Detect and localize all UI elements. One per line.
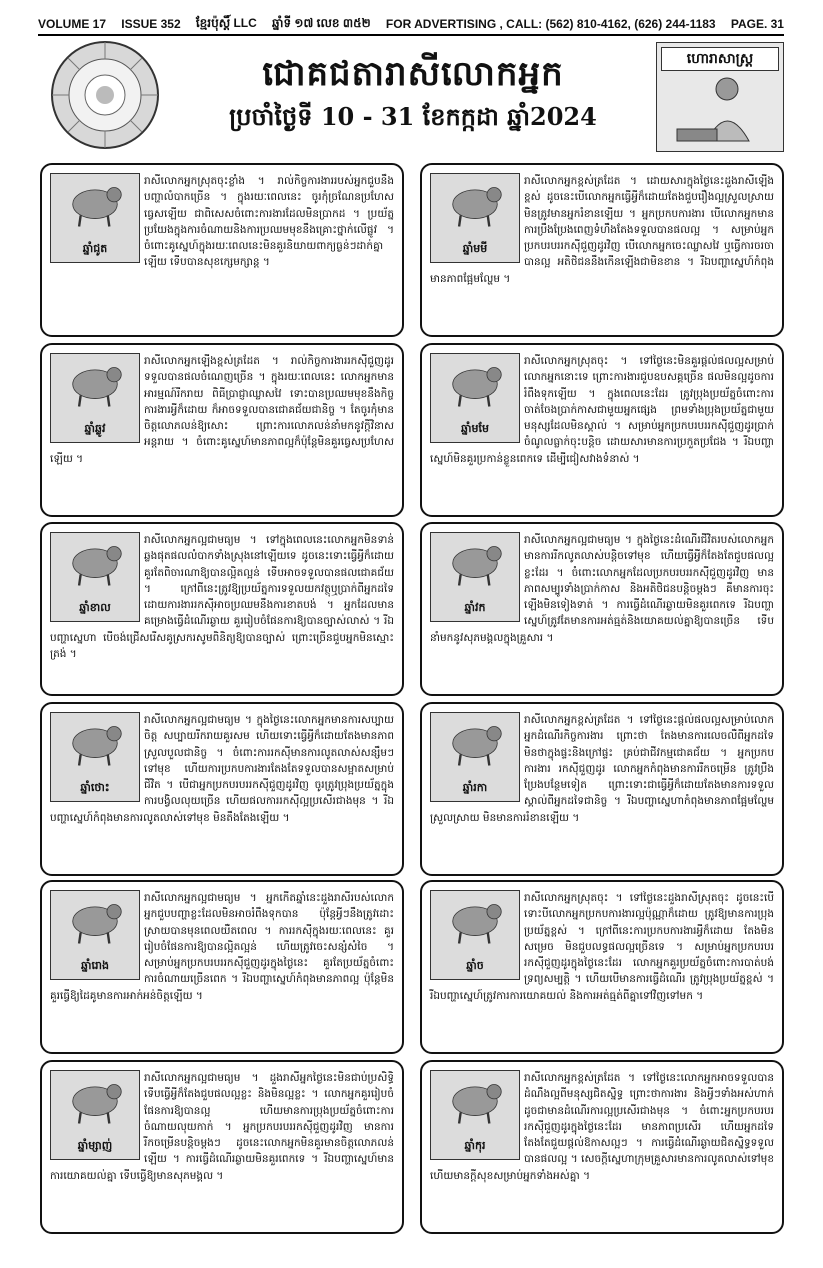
year-issue: ឆ្នាំទី ១៧ លេខ ៣៥២ <box>272 16 371 30</box>
zodiac-year-label: ឆ្នាំម្សាញ់ <box>77 1139 113 1152</box>
issue: ISSUE 352 <box>121 17 181 31</box>
horoscope-text: រាសីលោកអ្នកខ្ពស់ត្រដែត ។ ដោយសារក្នុងថ្ងៃនេះដួងរាសីឡើងខ្ពស់ ដូចនេះបើលោកអ្នកធ្វើអ្វីក៏ដោយតែងជួបរឿងល្អស្រួលស្រាយ មិនត្រូវមានអ្នករំខានឡើយ ។ អ្នកប្រកបការងារ បើលោកអ្នកមានការប្រឹងប្រែងពេញទំហឹងតែងទទួលបានផលល្អ ។ សម្រាប់អ្នកប្រកបរបររកស៊ីជួញដូរវិញ បើលោកអ្នកចេះឈ្លាសវៃ ឬធ្វើការចរចាបានល្អ អតិថិជននឹងកើនឡើងជាមិនខាន ។ រីឯបញ្ហាស្នេហ៍កំពុងមានភាពផ្អែមល្ហែម ។ <box>430 175 774 285</box>
horoscope-card <box>420 343 784 517</box>
horoscope-card <box>40 522 404 696</box>
zodiac-year-label: ឆ្នាំខាល <box>79 601 111 614</box>
zodiac-wheel-icon <box>50 40 160 150</box>
zodiac-year-label: ឆ្នាំច <box>466 959 484 972</box>
zodiac-year-label: ឆ្នាំរកា <box>462 781 488 794</box>
horoscope-card <box>420 163 784 337</box>
horoscope-card <box>40 702 404 876</box>
page-title: ជោគជតារាសីលោកអ្នក <box>262 54 564 94</box>
horoscope-text: រាសីលោកអ្នកល្អជាមធ្យម ។ ក្នុងថ្ងៃនេះលោកអ្នកមានការសប្បាយចិត្ត សប្បាយរីករាយគួរសម ហើយទោះធ្វើអ្វីក៏ដោយតែងមានភាពស្រួលបួលជានិច្ច ។ ចំពោះការរកស៊ីមានការលូតលាស់សន្សឹមៗទៅមុខ ហើយការប្រកបការងារតែងតែទទួលបានសម្អាតសម្រាប់ជីវិត ។ បើជាអ្នកប្រកបរបររកស៊ីជួញដូរវិញ ចូរត្រូវប្រុងប្រយ័ត្នក្នុងការបង្វិលលុយច្រើន ហើយផលការរកស៊ីល្អប្រសើរជាងមុន ។ រីឯបញ្ហាស្នេហ៍កំពុងមានការលូតលាស់ទៅមុខ មិនតឹងតែងឡើយ ។ <box>50 714 394 824</box>
horoscope-text: រាសីលោកអ្នកល្អជាមធ្យម ។ ក្នុងថ្ងៃនេះដំណើរជីវិតរបស់លោកអ្នកមានការរីកលូតលាស់បន្តិចទៅមុខ ហើយធ្វើអ្វីក៏តែងតែជួបផលល្អខ្លះដែរ ។ ចំពោះលោកអ្នកដែលប្រកបរបររកស៊ីជួញដូរវិញ មានភាពសម្បូរទាំងប្រាក់កាស និងអតិថិជនបន្តិចម្តងៗ គឺមានការចុះឡើងមិនទៀងទាត់ ។ ការធ្វើដំណើរឆ្ងាយមិនគួរពេកទេ រីឯបញ្ហាស្នេហ៍ត្រូវតែមានការអត់ធ្មត់និងយោគយល់គ្នាឱ្យបានច្រើន ទើបនាំមកនូវសុភមង្គលក្នុងគ្រួសារ ។ <box>430 534 774 644</box>
zodiac-year-label: ឆ្នាំជូត <box>82 242 108 255</box>
horoscope-text: រាសីលោកអ្នកស្រុតចុះ ។ ទៅថ្ងៃនេះដួងរាសីស្រុតចុះ ដូចនេះបើទោះបីលោកអ្នកប្រកបការងារល្អប៉ុណ្ណាក៏ដោយ ត្រូវឱ្យមានការប្រុងប្រយ័ត្នខ្ពស់ ។ ក្រៅពីនេះការប្រកបការងារអ្វីក៏ដោយ តែងមិនសម្រេច មិនជួបលទ្ធផលល្អច្រើនទេ ។ សម្រាប់អ្នកប្រកបរបររកស៊ីជួញដូរក្នុងថ្ងៃនេះដែរ លោកអ្នកគួរប្រយ័ត្នចំពោះការបាត់បង់ទ្រព្យសម្បត្តិ ។ ហើយបើមានការធ្វើដំណើរ ត្រូវប្រុងប្រយ័ត្នខ្ពស់ ។ រីឯបញ្ហាស្នេហ៍ត្រូវការការយោគយល់ និងការអត់ធ្មត់ពីគ្នាទៅវិញទៅមក ។ <box>430 892 774 1002</box>
horoscope-text: រាសីលោកអ្នកល្អជាមធ្យម ។ ទៅក្នុងពេលនេះលោកអ្នកមិនទាន់ឆ្លងផុតផលលំបាកទាំងស្រុងនៅឡើយទេ ដូចនេះទោះធ្វើអ្វីក៏ដោយ គួរតែពិចារណាឱ្យបានល្អិតល្អន់ ទើបអាចទទួលបានផលជោគជ័យ ។ ក្រៅពីនេះត្រូវឱ្យប្រយ័ត្នការទទួលយកវត្ថុឬប្រាក់ពីអ្នកដទៃ ដោយការងាររកស៊ីអាចប្រឈមនឹងការខាតបង់ ។ អ្នកដែលមានគម្រោងធ្វើដំណើរឆ្ងាយ គួររៀបចំផែនការឱ្យបានច្បាស់លាស់ ។ រីឯបញ្ហាស្នេហា បើចង់ជ្រើសរើសគូស្រករសូមពិនិត្យឱ្យបានច្បាស់ ព្រោះច្រើនជួបអ្នកមិនស្មោះត្រង់ ។ <box>50 534 394 661</box>
horoscope-card <box>420 522 784 696</box>
astrologer-illustration <box>656 42 784 152</box>
horoscope-card <box>40 343 404 517</box>
paper-name: ខ្មែរប៉ុស្ដិ៍ LLC <box>195 16 257 30</box>
zodiac-year-label: ឆ្នាំរោង <box>81 959 109 972</box>
title-block <box>38 40 784 152</box>
horoscope-text: រាសីលោកអ្នកស្រុតចុះខ្លាំង ។ រាល់កិច្ចការងាររបស់អ្នកជួបនឹងបញ្ហាលំបាកច្រើន ។ ក្នុងរយៈពេលនេះ ចូរកុំច្រណែនប្រហែសធ្វេសឡើយ ជាពិសេសចំពោះការងារដែលមិនប្រាកដ ។ ប្រយ័ត្នប្រយែងក្នុងការចំណាយនិងការប្រឈមមុខនឹងគ្រោះថ្នាក់លើផ្លូវ ។ ចំពោះគូស្នេហ៍ក្នុងរយៈពេលនេះមិនគួរនិយាយពាក្យធ្ងន់ៗដាក់គ្នាឡើយ ទើបបានសុខក្សេមក្សាន្ត ។ <box>144 175 394 269</box>
volume: VOLUME 17 <box>38 17 107 31</box>
horoscope-card <box>40 1060 404 1234</box>
zodiac-year-label: ឆ្នាំមមី <box>462 242 488 255</box>
horoscope-text: រាសីលោកអ្នកស្រុតចុះ ។ ទៅថ្ងៃនេះមិនគួរផ្ដល់ផលល្អសម្រាប់លោកអ្នកនោះទេ ព្រោះការងារជួបឧបសគ្គច្រើន ផលមិនល្អដូចការរំពឹងទុកឡើយ ។ ក្នុងពេលនេះដែរ ត្រូវប្រុងប្រយ័ត្នចំពោះការចាត់ចែងប្រាក់កាសជាមួយអ្នកផ្សេង ព្រមទាំងប្រុងប្រយ័ត្នជាមួយមនុស្សដែលមិនស្គាល់ ។ សម្រាប់អ្នកប្រកបរបររកស៊ីជួញដូរប្រាក់ចំណូលធ្លាក់ចុះបន្តិច ដោយសារមានការប្រកួតប្រជែង ។ រីឯបញ្ហាស្នេហ៍មិនគួរប្រកាន់ខ្លួនពេកទេ ដើម្បីជៀសវាងទំនាស់ ។ <box>430 355 774 465</box>
page-number: PAGE. 31 <box>730 17 784 31</box>
horoscope-card <box>420 1060 784 1234</box>
astrologer-icon <box>657 71 783 151</box>
zodiac-year-label: ឆ្នាំមមែ <box>461 422 489 435</box>
horoscope-text: រាសីលោកអ្នកល្អជាមធ្យម ។ ដួងរាសីអ្នកថ្ងៃនេះមិនជាប់ប្រសិទ្ធិ ទើបធ្វើអ្វីក៏តែងជួបផលល្អខ្លះ និងមិនល្អខ្លះ ។ លោកអ្នកគួររៀបចំផែនការឱ្យបានល្អ ហើយមានការប្រុងប្រយ័ត្នចំពោះការចំណាយលុយកាក់ ។ អ្នកប្រកបរបររកស៊ីជួញដូរវិញ មានការរីកចម្រើនបន្តិចម្តងៗ ដូចនេះលោកអ្នកមិនគួរមានចិត្តលោភលន់ឡើយ ។ ការធ្វើដំណើរឆ្ងាយមិនគួរពេកទេ ។ រីឯបញ្ហាស្នេហ៍មានការយោគយល់គ្នា ទើបធ្វើឱ្យមានសុភមង្គល ។ <box>50 1072 394 1182</box>
horoscope-card <box>40 880 404 1054</box>
page-subtitle: ប្រចាំថ្ងៃទី 10 - 31 ខែកក្កដា ឆ្នាំ2024 <box>229 102 597 131</box>
horoscope-text: រាសីលោកអ្នកល្អជាមធ្យម ។ អ្នកកើតឆ្នាំនេះដួងរាសីរបស់លោកអ្នកជួបបញ្ហាខ្លះដែលមិនអាចរំពឹងទុកបាន ប៉ុន្តែអ្វីៗនឹងត្រូវដោះស្រាយបានមុនពេលយឺតពេល ។ ការរកស៊ីក្នុងរយៈពេលនេះ គួររៀបចំផែនការឱ្យបានល្អិតល្អន់ ហើយត្រូវចេះសន្សំសំចៃ ។ សម្រាប់អ្នកប្រកបរបររកស៊ីជួញដូរក្នុងថ្ងៃនេះ គួរតែប្រយ័ត្នចំពោះការចំណាយច្រើនពេក ។ រីឯបញ្ហាស្នេហ៍កំពុងមានភាពល្អ ប៉ុន្តែមិនគួរធ្វើឱ្យដៃគូមានការអាក់អន់ចិត្តឡើយ ។ <box>50 892 394 1002</box>
zodiac-year-label: ឆ្នាំឆ្លូវ <box>84 422 106 435</box>
horoscope-text: រាសីលោកអ្នកខ្ពស់ត្រដែត ។ ទៅថ្ងៃនេះលោកអ្នកអាចទទួលបានដំណឹងល្អពីមនុស្សជិតស្និទ្ធ ព្រោះថាការងារ និងអ្វីៗទាំងអស់ហាក់ដូចជាមានដំណើរការល្អប្រសើរជាងមុន ។ ចំពោះអ្នកប្រកបរបររកស៊ីជួញដូរក្នុងថ្ងៃនេះដែរ មានភាពប្រសើរ ហើយអ្នកដទៃតែងតែជួយផ្ដល់ឱកាសល្អៗ ។ ការធ្វើដំណើរឆ្ងាយជិតស្និទ្ធទទួលបានផលល្អ ។ សេចក្ដីស្នេហាក្រុមគ្រួសារមានការលូតលាស់ទៅមុខ ហើយមានក្ដីសុខសម្រាប់អ្នកទាំងអស់គ្នា ។ <box>430 1072 774 1182</box>
astrology-badge: ហោរាសាស្ត្រ <box>661 47 779 71</box>
masthead <box>38 14 784 36</box>
horoscope-card <box>420 702 784 876</box>
horoscope-text: រាសីលោកអ្នកខ្ពស់ត្រដែត ។ ទៅថ្ងៃនេះផ្ដល់ផលល្អសម្រាប់លោកអ្នកដំណើរកិច្ចការងារ ព្រោះថា តែងមានការលេចលឺពីអ្នកដទៃ មិនថាក្នុងផ្ទះនិងក្រៅផ្ទះ គ្រប់ជាជីវកម្មជោគជ័យ ។ អ្នកប្រកបការងារ រកស៊ីជួញដូរ លោកអ្នកកំពុងមានការរីកចម្រើន ត្រូវប្រឹងប្រែងបន្ថែមទៀត ព្រោះទោះជាធ្វើអ្វីក៏ដោយតែងមានការទទួលស្គាល់ពីអ្នកដទៃជានិច្ច ។ រីឯបញ្ហាស្នេហាកំពុងមានភាពផ្អែមល្ហែមស្រួលស្រាយ មិនមានការរំខានឡើយ ។ <box>430 714 774 824</box>
zodiac-year-label: ឆ្នាំថោះ <box>80 781 110 794</box>
zodiac-year-label: ឆ្នាំកុរ <box>464 1139 486 1152</box>
zodiac-year-label: ឆ្នាំវក <box>464 601 486 614</box>
horoscope-card <box>40 163 404 337</box>
advertising: FOR ADVERTISING , CALL: (562) 810-4162, (626) 244-1183 <box>385 17 716 31</box>
horoscope-text: រាសីលោកអ្នកឡើងខ្ពស់ត្រដែត ។ រាល់កិច្ចការងាររកស៊ីជួញដូរទទួលបានផលចំណេញច្រើន ។ ក្នុងរយៈពេលនេះ លោកអ្នកមានអារម្មណ៍រីករាយ ពិធីប្រាជ្ញាឈ្លាសវៃ ទោះបានប្រឈមមុខនឹងកិច្ចការងារអ្វីក៏ដោយ ក៏អាចទទួលបានជោគជ័យជានិច្ច ។ តែចូរកុំមានចិត្តលោភលន់ឱ្យសោះ ព្រោះការលោភលន់នាំមកនូវក្ដីវិនាសអន្តរាយ ។ ចំពោះគូស្នេហ៍មានភាពល្អក៏ប៉ុន្តែមិនគួរធ្វេសប្រហែសឡើយ ។ <box>50 355 394 465</box>
horoscope-card <box>420 880 784 1054</box>
